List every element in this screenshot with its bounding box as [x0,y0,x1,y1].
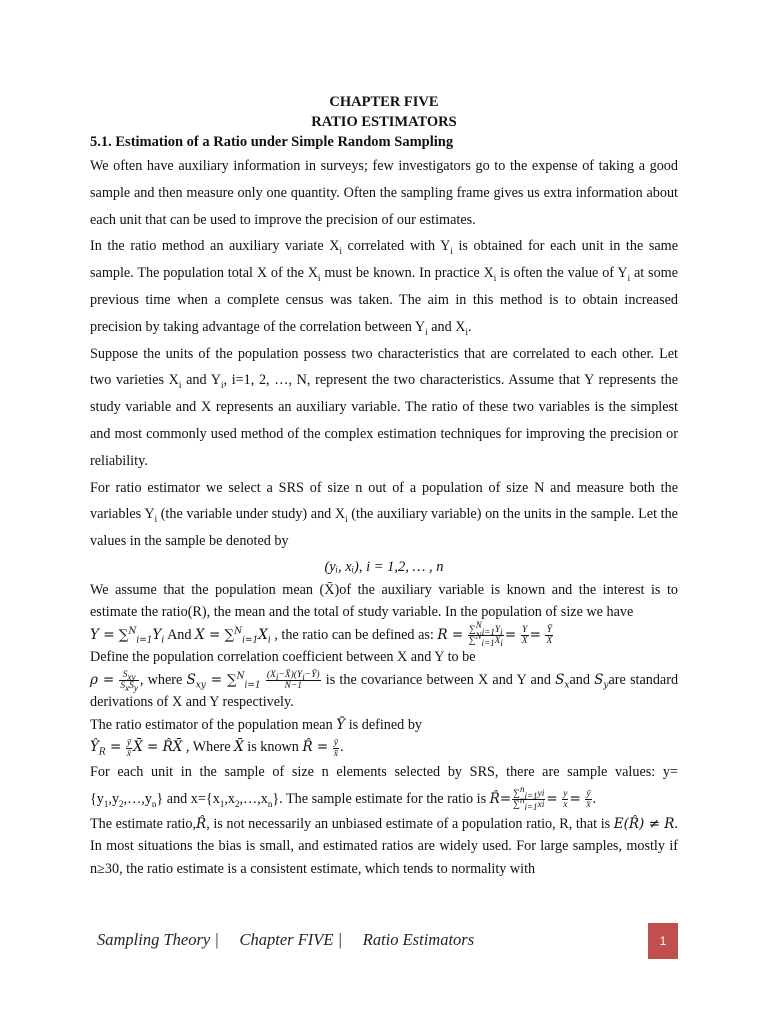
ratio-estimator-formula-line: $Ŷ_R$ = $\frac{ȳ}{x̄}$ X̄ = R̂X̄ , Where X̄ is known R̂ = $\frac{ȳ}{x̄}$ . [90,737,344,759]
sample-values-equation: (yᵢ, xᵢ), i = 1,2, … , n [324,558,444,575]
chapter-label: CHAPTER FIVE [329,94,439,110]
paragraph-population-mean: We assume that the population mean (X̄)of the auxiliary variable is known and the interest is to estimate the ratio(R), the mean and the total of study variable. In the population of size we have [90,581,678,621]
footer-chapter: Chapter FIVE | [239,930,343,949]
paragraph-auxiliary-info: We often have auxiliary information in surveys; few investigators go to the expense of taking a good sample and then measure only one quantity. Often the sampling frame gives us extra information about each unit that can be used to improve the precision of our estimates. [90,158,678,228]
page-footer [97,930,474,950]
paragraph-sample-values: For each unit in the sample of size n elements selected by SRS, there are sample values: $y=\{y_1,y_2,\dots,y_n\}$ and $x=\{x_1,x_2,\dots,x_n\}$. The sample estimate for the ratio is R̂= $\frac{\sum^n_{i=1}yi}{\sum^n_{i=1}xi}$ = $\frac{y}{x}$ = $\frac{ȳ}{x̄}$ . [90,763,678,813]
paragraph-srs-selection: For ratio estimator we select a SRS of size n out of a population of size N and measure both the variables $Y_i$ (the variable under study) and $X_i$ (the auxiliary variable) on the units in the sample. Let the values in the sample be denoted by [90,479,678,550]
paragraph-bias: The estimate ratio,R̂, is not necessarily an unbiased estimate of a population ratio, R, that is E(R̂) ≠ R. In most situations the bias is small, and estimated ratios are widely used. For large samples, mostly if n≥30, the ratio estimate is a consistent estimate, which tends to normality with [90,815,678,877]
section-heading: 5.1. Estimation of a Ratio under Simple Random Sampling [90,134,454,150]
page-number-badge: 1 [648,923,678,959]
correlation-formula-line: ρ = $\frac{S_{xy}}{S_xS_y}$ , where $S_{xy} = \sum^N_{i=1}$ $\frac{(X_i-X̄)(Y_i-Ȳ)}{N-1}$ is the covariance between X and Y and $S_xand$ $S_yare$ standard derivations of X and Y respectively. [90,670,679,711]
chapter-title: RATIO ESTIMATORS [311,114,457,130]
footer-title: Ratio Estimators [362,930,475,949]
population-totals-line: $Y = \sum^N_{i=1}Y_i$ And $X = \sum^N_{i=1}X_i$ , the ratio can be defined as: R = $\frac{\sum^N_{i=1}Y_i}{\sum^N_{i=1}X_i}$ = $\frac{Y}{X}$ = $\frac{Ȳ}{X̄}$ [90,620,553,649]
paragraph-ratio-estimator: The ratio estimator of the population mean Ȳ is defined by [90,716,423,733]
document-body [90,92,678,880]
paragraph-correlation: Define the population correlation coefficient between X and Y to be [90,649,476,666]
paragraph-ratio-method: In the ratio method an auxiliary variate $X_i$ correlated with $Y_i$ is obtained for each unit in the same sample. The population total X of the $X_i$ must be known. In practice $X_i$ is often the value of $Y_i$ at some previous time when a complete census was taken. The aim in this method is to obtain increased precision by taking advantage of the correlation between $Y_i$ and $X_i$. [90,238,678,337]
paragraph-two-characteristics: Suppose the units of the population possess two characteristics that are correlated to each other. Let two varieties $X_i$ and $Y_i$, i=1, 2, …, N, represent the two characteristics. Assume that Y represents the study variable and X represents an auxiliary variable. The ratio of these two variables is the simplest and most commonly used method of the complex estimation techniques for improving the precision or reliability. [90,345,678,469]
footer-subject: Sampling Theory | [97,930,219,949]
